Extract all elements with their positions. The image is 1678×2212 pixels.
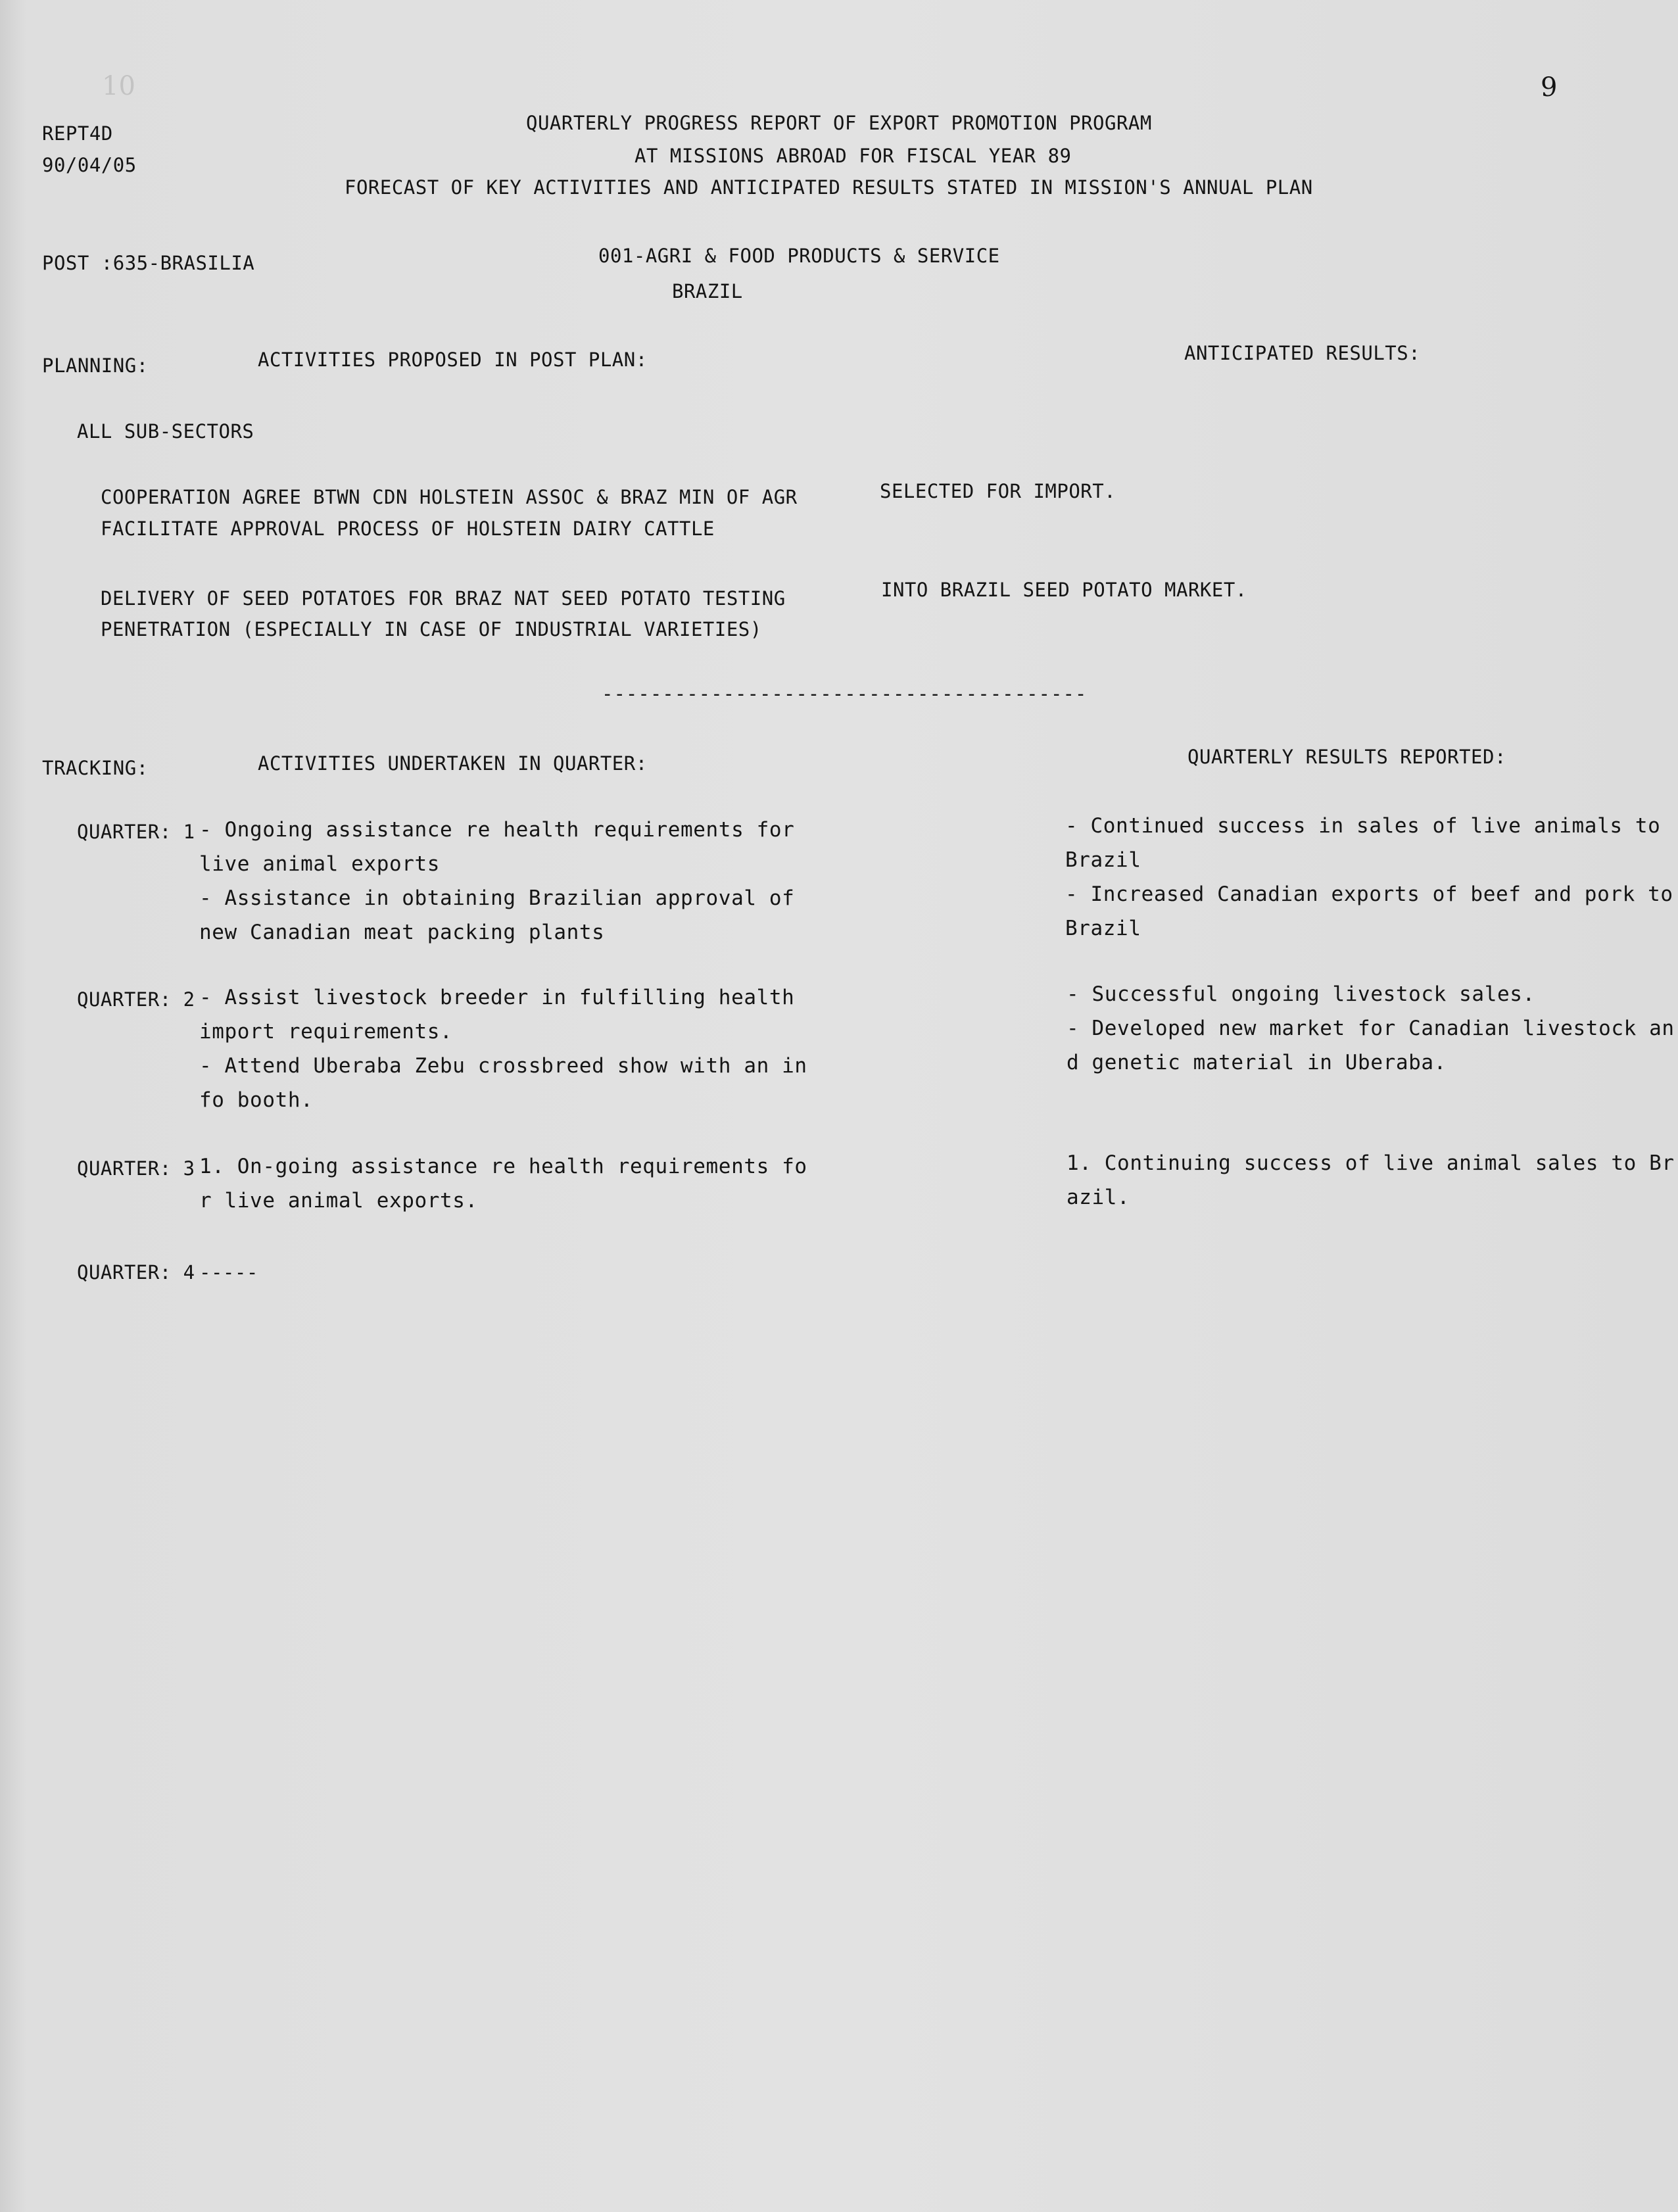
quarter-4-label: QUARTER: 4 bbox=[77, 1261, 195, 1284]
page-number: 9 bbox=[1541, 72, 1558, 103]
quarter-2-activities: - Assist livestock breeder in fulfilling health import requirements. - Attend Uberaba Zebu crossbreed show with an in fo booth. bbox=[199, 986, 807, 1112]
sector: 001-AGRI & FOOD PRODUCTS & SERVICE bbox=[598, 245, 1000, 267]
quarter-1-activities: - Ongoing assistance re health requirements for live animal exports - Assistance in obtaining Brazilian approval of new Canadian meat packing plants bbox=[199, 818, 795, 944]
tracking-label: TRACKING: bbox=[42, 757, 149, 779]
post-label: POST :635-BRASILIA bbox=[42, 252, 255, 274]
country: BRAZIL bbox=[672, 280, 743, 302]
planning-activity-1-line-2: FACILITATE APPROVAL PROCESS OF HOLSTEIN DAIRY CATTLE bbox=[101, 517, 715, 540]
tracking-activities-heading: ACTIVITIES UNDERTAKEN IN QUARTER: bbox=[258, 752, 648, 775]
quarter-4-activities: ----- bbox=[199, 1261, 258, 1284]
quarter-1-label: QUARTER: 1 bbox=[77, 821, 195, 843]
report-code: REPT4D bbox=[42, 122, 113, 145]
faint-page-number: 10 bbox=[102, 71, 135, 101]
planning-result-2: INTO BRAZIL SEED POTATO MARKET. bbox=[881, 579, 1247, 601]
quarter-3-label: QUARTER: 3 bbox=[77, 1157, 195, 1180]
quarter-3-activities: 1. On-going assistance re health requirements fo r live animal exports. bbox=[199, 1155, 807, 1213]
planning-activity-1-line-1: COOPERATION AGREE BTWN CDN HOLSTEIN ASSOC & BRAZ MIN OF AGR bbox=[101, 486, 798, 508]
header-line-3: FORECAST OF KEY ACTIVITIES AND ANTICIPATED RESULTS STATED IN MISSION'S ANNUAL PLAN bbox=[345, 176, 1313, 199]
planning-results-heading: ANTICIPATED RESULTS: bbox=[1184, 342, 1421, 364]
header-line-2: AT MISSIONS ABROAD FOR FISCAL YEAR 89 bbox=[635, 145, 1072, 167]
section-separator: ---------------------------------------- bbox=[602, 683, 1088, 705]
quarter-3-results: 1. Continuing success of live animal sales to Br azil. bbox=[1067, 1151, 1675, 1209]
planning-label: PLANNING: bbox=[42, 354, 149, 377]
subsector-label: ALL SUB-SECTORS bbox=[77, 420, 254, 443]
planning-activity-2-line-1: DELIVERY OF SEED POTATOES FOR BRAZ NAT SEED POTATO TESTING bbox=[101, 587, 786, 610]
planning-activity-2-line-2: PENETRATION (ESPECIALLY IN CASE OF INDUSTRIAL VARIETIES) bbox=[101, 618, 762, 640]
planning-result-1: SELECTED FOR IMPORT. bbox=[880, 480, 1116, 502]
quarter-1-results: - Continued success in sales of live animals to Brazil - Increased Canadian exports of beef and pork to Brazil bbox=[1065, 814, 1673, 940]
planning-activities-heading: ACTIVITIES PROPOSED IN POST PLAN: bbox=[258, 349, 648, 371]
tracking-results-heading: QUARTERLY RESULTS REPORTED: bbox=[1187, 746, 1506, 768]
quarter-2-results: - Successful ongoing livestock sales. - Developed new market for Canadian livestock an d genetic material in Uberaba. bbox=[1067, 982, 1675, 1074]
quarter-2-label: QUARTER: 2 bbox=[77, 988, 195, 1011]
report-date: 90/04/05 bbox=[42, 154, 137, 176]
header-line-1: QUARTERLY PROGRESS REPORT OF EXPORT PROMOTION PROGRAM bbox=[526, 112, 1152, 134]
